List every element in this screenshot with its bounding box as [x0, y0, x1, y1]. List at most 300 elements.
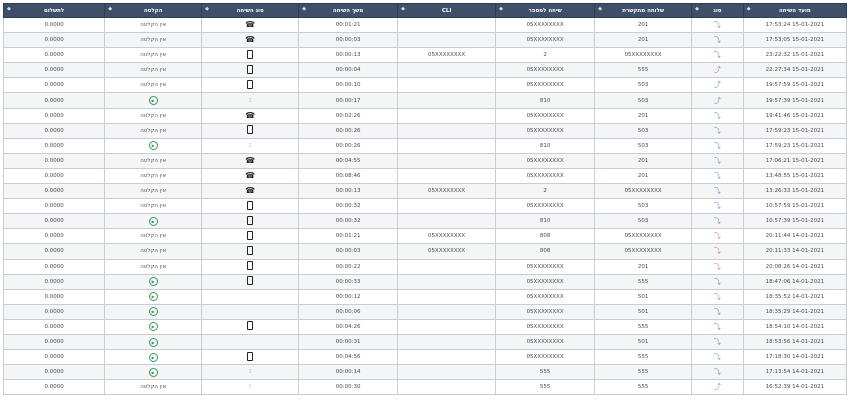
desk-phone-icon: ☎ — [245, 186, 256, 196]
cell-call-kind — [202, 319, 299, 334]
mobile-phone-icon — [247, 321, 253, 330]
cell-cli: 05XXXXXXXX — [398, 48, 496, 63]
cell-from-extension: 201 — [595, 168, 692, 183]
sort-icon[interactable]: ◆ — [7, 6, 11, 12]
cell-recording — [105, 48, 202, 63]
cell-cost: 0.0000 — [4, 123, 105, 138]
cell-from-extension: 201 — [595, 153, 692, 168]
cell-duration: 00:00:32 — [299, 199, 398, 214]
incoming-call-icon: ⤵ — [713, 51, 721, 60]
cell-duration: 00:04:56 — [299, 350, 398, 365]
table-row[interactable] — [4, 108, 847, 123]
cell-datetime: 15-01-2021 17:59:23 — [743, 138, 846, 153]
cell-duration: 00:00:12 — [299, 289, 398, 304]
cell-cli — [398, 380, 496, 395]
cell-recording — [105, 33, 202, 48]
cell-cost: 0.0000 — [4, 214, 105, 229]
cell-duration: 00:00:03 — [299, 244, 398, 259]
cell-recording — [105, 229, 202, 244]
cell-duration: 00:00:13 — [299, 184, 398, 199]
sort-icon[interactable]: ◆ — [205, 6, 210, 12]
cell-recording — [105, 78, 202, 93]
table-row[interactable] — [4, 365, 847, 380]
mobile-phone-icon — [247, 352, 253, 361]
cell-direction — [692, 334, 744, 349]
incoming-call-icon: ⤵ — [713, 217, 721, 226]
play-recording-icon[interactable]: ▶ — [149, 338, 158, 347]
pbx-icon: ⁝ — [249, 141, 252, 149]
cell-from-extension: 503 — [595, 214, 692, 229]
sort-icon[interactable]: ◆ — [598, 6, 603, 12]
play-recording-icon[interactable]: ▶ — [149, 307, 158, 316]
cell-from-extension: 555 — [595, 350, 692, 365]
cell-cost: 0.0000 — [4, 334, 105, 349]
cell-from-extension: 503 — [595, 93, 692, 108]
cell-duration: 00:00:30 — [299, 380, 398, 395]
no-recording-label: אין הקלטה — [140, 22, 167, 29]
cell-call-kind — [202, 289, 299, 304]
cell-duration: 00:00:10 — [299, 78, 398, 93]
table-row[interactable] — [4, 350, 847, 365]
cell-from-extension: 503 — [595, 138, 692, 153]
cell-recording — [105, 93, 202, 108]
cell-direction — [692, 153, 744, 168]
cell-cost: 0.0000 — [4, 199, 105, 214]
play-recording-icon[interactable]: ▶ — [149, 368, 158, 377]
cell-from-extension: 201 — [595, 108, 692, 123]
cell-from-extension: 555 — [595, 319, 692, 334]
cell-call-kind — [202, 199, 299, 214]
cell-from-extension: 05XXXXXXXX — [595, 48, 692, 63]
cell-datetime: 14-01-2021 18:47:06 — [743, 274, 846, 289]
sort-icon[interactable]: ◆ — [108, 6, 113, 12]
cell-destination: 05XXXXXXXX — [496, 33, 595, 48]
cell-from-extension: 555 — [595, 63, 692, 78]
cell-call-kind — [202, 33, 299, 48]
cell-datetime: 15-01-2021 17:53:24 — [743, 18, 846, 33]
cell-cost: 0.0000 — [4, 259, 105, 274]
sort-icon[interactable]: ◆ — [746, 6, 751, 12]
cell-cli — [398, 350, 496, 365]
cell-duration: 00:00:17 — [299, 93, 398, 108]
table-row[interactable] — [4, 380, 847, 395]
cell-destination: 555 — [496, 365, 595, 380]
cell-cli — [398, 63, 496, 78]
cell-datetime: 14-01-2021 17:18:30 — [743, 350, 846, 365]
cell-destination: 2 — [496, 184, 595, 199]
cell-recording — [105, 168, 202, 183]
desk-phone-icon: ☎ — [245, 170, 256, 180]
cell-from-extension: 501 — [595, 334, 692, 349]
play-recording-icon[interactable]: ▶ — [149, 353, 158, 362]
cell-destination: 808 — [496, 244, 595, 259]
mobile-phone-icon — [247, 80, 253, 89]
cell-duration: 00:00:22 — [299, 259, 398, 274]
play-recording-icon[interactable]: ▶ — [149, 141, 158, 150]
cell-destination: 05XXXXXXXX — [496, 289, 595, 304]
no-recording-label: אין הקלטה — [140, 172, 167, 179]
cell-from-extension: 503 — [595, 123, 692, 138]
no-recording-label: אין הקלטה — [140, 384, 167, 391]
cell-from-extension: 555 — [595, 274, 692, 289]
cell-cost: 0.0000 — [4, 365, 105, 380]
cell-direction — [692, 229, 744, 244]
cell-duration: 00:00:03 — [299, 33, 398, 48]
cell-datetime: 15-01-2021 13:26:33 — [743, 184, 846, 199]
incoming-call-icon: ⤵ — [713, 21, 721, 30]
cell-direction — [692, 108, 744, 123]
cell-cost: 0.0000 — [4, 33, 105, 48]
table-body — [4, 18, 847, 395]
sort-icon[interactable]: ◆ — [499, 6, 503, 12]
cell-cost: 0.0000 — [4, 48, 105, 63]
mobile-phone-icon — [247, 201, 253, 210]
cell-datetime: 15-01-2021 23:22:32 — [743, 48, 846, 63]
cell-duration: 00:01:21 — [299, 229, 398, 244]
cell-cli: 05XXXXXXXX — [398, 184, 496, 199]
cell-call-kind — [202, 259, 299, 274]
cell-call-kind — [202, 229, 299, 244]
cell-recording — [105, 214, 202, 229]
no-recording-label: אין הקלטה — [140, 263, 167, 270]
cell-destination: 555 — [496, 380, 595, 395]
cell-datetime: 14-01-2021 18:35:29 — [743, 304, 846, 319]
incoming-call-icon: ⤵ — [713, 322, 721, 331]
cell-recording — [105, 199, 202, 214]
column-header-recording[interactable] — [105, 4, 202, 18]
table-row[interactable] — [4, 168, 847, 183]
table-row[interactable] — [4, 289, 847, 304]
table-row[interactable] — [4, 244, 847, 259]
column-header-label: שיחה למספר — [528, 7, 562, 14]
cell-direction — [692, 93, 744, 108]
outgoing-call-icon: ⤴ — [713, 66, 721, 75]
no-recording-label: אין הקלטה — [140, 67, 167, 74]
cell-destination: 05XXXXXXXX — [496, 18, 595, 33]
cell-destination: 05XXXXXXXX — [496, 334, 595, 349]
cell-cli — [398, 304, 496, 319]
cell-destination: 05XXXXXXXX — [496, 319, 595, 334]
cell-direction — [692, 168, 744, 183]
table-row[interactable] — [4, 18, 847, 33]
cell-call-kind — [202, 48, 299, 63]
pbx-icon: ⁝ — [249, 383, 252, 391]
cell-from-extension: 555 — [595, 380, 692, 395]
cell-cli — [398, 365, 496, 380]
cell-recording — [105, 63, 202, 78]
sort-icon[interactable]: ◆ — [695, 6, 699, 12]
table-row[interactable] — [4, 334, 847, 349]
cell-cost: 0.0000 — [4, 304, 105, 319]
cell-duration: 00:04:55 — [299, 153, 398, 168]
cell-cost: 0.0000 — [4, 319, 105, 334]
cell-call-kind — [202, 350, 299, 365]
cell-direction — [692, 214, 744, 229]
cell-cost: 0.0000 — [4, 274, 105, 289]
cell-call-kind — [202, 153, 299, 168]
cell-datetime: 15-01-2021 13:48:55 — [743, 168, 846, 183]
cell-recording — [105, 289, 202, 304]
cell-datetime: 14-01-2021 17:13:54 — [743, 365, 846, 380]
cell-datetime: 14-01-2021 20:11:44 — [743, 229, 846, 244]
column-header-label: שלוחה מתקשרת — [622, 7, 665, 14]
column-header-label: סוג השיחה — [236, 7, 264, 14]
cell-cli — [398, 108, 496, 123]
no-recording-label: אין הקלטה — [140, 112, 167, 119]
incoming-call-icon: ⤵ — [713, 156, 721, 165]
cell-recording — [105, 380, 202, 395]
cell-direction — [692, 63, 744, 78]
cell-recording — [105, 319, 202, 334]
column-header-datetime[interactable] — [743, 4, 846, 18]
cell-cli — [398, 289, 496, 304]
table-row[interactable] — [4, 123, 847, 138]
no-recording-label: אין הקלטה — [140, 233, 167, 240]
cell-direction — [692, 18, 744, 33]
cell-from-extension: 05XXXXXXXX — [595, 229, 692, 244]
cell-cli — [398, 259, 496, 274]
table-row[interactable] — [4, 274, 847, 289]
cell-direction — [692, 350, 744, 365]
mobile-phone-icon — [247, 50, 253, 59]
cell-recording — [105, 184, 202, 199]
cell-direction — [692, 289, 744, 304]
cell-destination: 05XXXXXXXX — [496, 168, 595, 183]
cell-cli — [398, 78, 496, 93]
cell-destination: 05XXXXXXXX — [496, 199, 595, 214]
cell-destination: 05XXXXXXXX — [496, 304, 595, 319]
cell-recording — [105, 108, 202, 123]
cell-call-kind — [202, 214, 299, 229]
cell-recording — [105, 138, 202, 153]
pbx-icon: ⁝ — [249, 96, 252, 104]
cell-cli — [398, 319, 496, 334]
cell-destination: 810 — [496, 138, 595, 153]
no-recording-label: אין הקלטה — [140, 127, 167, 134]
no-recording-label: אין הקלטה — [140, 188, 167, 195]
incoming-call-icon: ⤵ — [713, 277, 721, 286]
cell-direction — [692, 365, 744, 380]
cell-cli — [398, 138, 496, 153]
play-recording-icon[interactable]: ▶ — [149, 96, 158, 105]
cell-datetime: 14-01-2021 18:35:52 — [743, 289, 846, 304]
column-header-call-kind[interactable] — [202, 4, 299, 18]
desk-phone-icon: ☎ — [245, 35, 256, 45]
cell-direction — [692, 78, 744, 93]
cell-cli — [398, 168, 496, 183]
cell-cli — [398, 153, 496, 168]
cell-direction — [692, 274, 744, 289]
column-header-label: CLI — [441, 7, 452, 14]
cell-from-extension: 201 — [595, 33, 692, 48]
cell-duration: 00:04:26 — [299, 319, 398, 334]
cell-call-kind — [202, 63, 299, 78]
cell-from-extension: 503 — [595, 199, 692, 214]
column-header-cli[interactable] — [398, 4, 496, 18]
column-header-duration[interactable] — [299, 4, 398, 18]
table-row[interactable] — [4, 48, 847, 63]
cell-from-extension: 501 — [595, 304, 692, 319]
desk-phone-icon: ☎ — [245, 155, 256, 165]
table-row[interactable] — [4, 93, 847, 108]
cell-datetime: 14-01-2021 20:08:26 — [743, 259, 846, 274]
no-recording-label: אין הקלטה — [140, 203, 167, 210]
cell-direction — [692, 304, 744, 319]
cell-cost: 0.0000 — [4, 138, 105, 153]
cell-datetime: 15-01-2021 22:27:34 — [743, 63, 846, 78]
incoming-call-icon: ⤵ — [713, 202, 721, 211]
no-recording-label: אין הקלטה — [140, 157, 167, 164]
table-row[interactable] — [4, 33, 847, 48]
cell-call-kind — [202, 123, 299, 138]
cell-destination: 05XXXXXXXX — [496, 108, 595, 123]
cell-from-extension: 201 — [595, 259, 692, 274]
table-row[interactable] — [4, 214, 847, 229]
table-row[interactable] — [4, 153, 847, 168]
cell-call-kind — [202, 93, 299, 108]
no-recording-label: אין הקלטה — [140, 52, 167, 59]
cell-cost: 0.0000 — [4, 244, 105, 259]
cell-direction — [692, 244, 744, 259]
cell-call-kind — [202, 18, 299, 33]
cell-from-extension: 05XXXXXXXX — [595, 244, 692, 259]
table-row[interactable] — [4, 319, 847, 334]
play-recording-icon[interactable]: ▶ — [149, 277, 158, 286]
cell-destination: 05XXXXXXXX — [496, 63, 595, 78]
cell-from-extension: 503 — [595, 78, 692, 93]
incoming-call-icon: ⤵ — [713, 307, 721, 316]
outgoing-call-icon: ⤴ — [713, 81, 721, 90]
cell-cost: 0.0000 — [4, 18, 105, 33]
no-recording-label: אין הקלטה — [140, 82, 167, 89]
cell-direction — [692, 319, 744, 334]
cell-destination: 05XXXXXXXX — [496, 153, 595, 168]
sort-icon[interactable]: ◆ — [401, 6, 405, 12]
incoming-call-icon: ⤵ — [713, 141, 721, 150]
mobile-phone-icon — [247, 261, 253, 270]
mobile-phone-icon — [247, 231, 253, 240]
cell-cli — [398, 93, 496, 108]
cell-call-kind — [202, 380, 299, 395]
sort-icon[interactable]: ◆ — [302, 6, 306, 12]
cell-call-kind — [202, 304, 299, 319]
cell-destination: 05XXXXXXXX — [496, 350, 595, 365]
cell-cost: 0.0000 — [4, 108, 105, 123]
cell-call-kind — [202, 274, 299, 289]
cell-datetime: 15-01-2021 19:41:46 — [743, 108, 846, 123]
column-header-destination[interactable] — [496, 4, 595, 18]
cell-call-kind — [202, 78, 299, 93]
cell-datetime: 15-01-2021 17:06:21 — [743, 153, 846, 168]
pbx-icon: ⁝ — [249, 368, 252, 376]
table-row[interactable] — [4, 78, 847, 93]
cell-cli — [398, 18, 496, 33]
table-row[interactable] — [4, 199, 847, 214]
cell-cost: 0.0000 — [4, 63, 105, 78]
cell-cost: 0.0000 — [4, 153, 105, 168]
cell-cli: 05XXXXXXXX — [398, 244, 496, 259]
table-row[interactable] — [4, 63, 847, 78]
cell-direction — [692, 184, 744, 199]
cell-datetime: 14-01-2021 20:11:33 — [743, 244, 846, 259]
cell-recording — [105, 365, 202, 380]
cell-cli — [398, 199, 496, 214]
cell-direction — [692, 138, 744, 153]
missed-call-icon: ⤵ — [713, 262, 721, 271]
cell-recording — [105, 259, 202, 274]
cell-cost: 0.0000 — [4, 184, 105, 199]
column-header-label: משך השיחה — [332, 7, 364, 14]
cell-direction — [692, 199, 744, 214]
desk-phone-icon: ☎ — [245, 110, 256, 120]
cell-cost: 0.0000 — [4, 168, 105, 183]
table-row[interactable] — [4, 229, 847, 244]
cell-duration: 00:00:31 — [299, 334, 398, 349]
cell-destination: 810 — [496, 214, 595, 229]
table-row[interactable] — [4, 184, 847, 199]
cell-cost: 0.0000 — [4, 229, 105, 244]
cell-destination: 05XXXXXXXX — [496, 123, 595, 138]
play-recording-icon[interactable]: ▶ — [149, 322, 158, 331]
play-recording-icon[interactable]: ▶ — [149, 217, 158, 226]
incoming-call-icon: ⤵ — [713, 36, 721, 45]
cell-datetime: 15-01-2021 17:53:05 — [743, 33, 846, 48]
cell-recording — [105, 123, 202, 138]
cell-duration: 00:00:14 — [299, 365, 398, 380]
cell-from-extension: 05XXXXXXXX — [595, 184, 692, 199]
table-row[interactable] — [4, 259, 847, 274]
incoming-call-icon: ⤵ — [713, 111, 721, 120]
column-header-label: הקלטה — [143, 7, 163, 14]
column-header-from-extension[interactable] — [595, 4, 692, 18]
cell-duration: 00:00:26 — [299, 138, 398, 153]
table-row[interactable] — [4, 138, 847, 153]
mobile-phone-icon — [247, 65, 253, 74]
cell-cost: 0.0000 — [4, 78, 105, 93]
cell-destination: 2 — [496, 48, 595, 63]
cell-cli — [398, 33, 496, 48]
cell-duration: 00:00:06 — [299, 304, 398, 319]
no-recording-label: אין הקלטה — [140, 248, 167, 255]
cell-call-kind — [202, 244, 299, 259]
incoming-call-icon: ⤵ — [713, 368, 721, 377]
mobile-phone-icon — [247, 276, 253, 285]
cell-destination: 808 — [496, 229, 595, 244]
incoming-call-icon: ⤵ — [713, 187, 721, 196]
desk-phone-icon: ☎ — [245, 20, 256, 30]
cell-call-kind — [202, 108, 299, 123]
cell-direction — [692, 123, 744, 138]
cell-datetime: 15-01-2021 19:57:59 — [743, 78, 846, 93]
cell-duration: 00:00:13 — [299, 48, 398, 63]
cell-duration: 00:00:32 — [299, 214, 398, 229]
cell-recording — [105, 18, 202, 33]
cell-duration: 00:01:21 — [299, 18, 398, 33]
column-header-type[interactable] — [692, 4, 744, 18]
cell-duration: 00:00:04 — [299, 63, 398, 78]
column-header-cost[interactable] — [4, 4, 105, 18]
cell-duration: 00:08:46 — [299, 168, 398, 183]
cell-cost: 0.0000 — [4, 350, 105, 365]
play-recording-icon[interactable]: ▶ — [149, 292, 158, 301]
cell-datetime: 14-01-2021 16:52:39 — [743, 380, 846, 395]
cell-from-extension: 201 — [595, 18, 692, 33]
table-row[interactable] — [4, 304, 847, 319]
cell-cli: 05XXXXXXXX — [398, 229, 496, 244]
mobile-phone-icon — [247, 216, 253, 225]
cell-call-kind — [202, 334, 299, 349]
cell-recording — [105, 244, 202, 259]
